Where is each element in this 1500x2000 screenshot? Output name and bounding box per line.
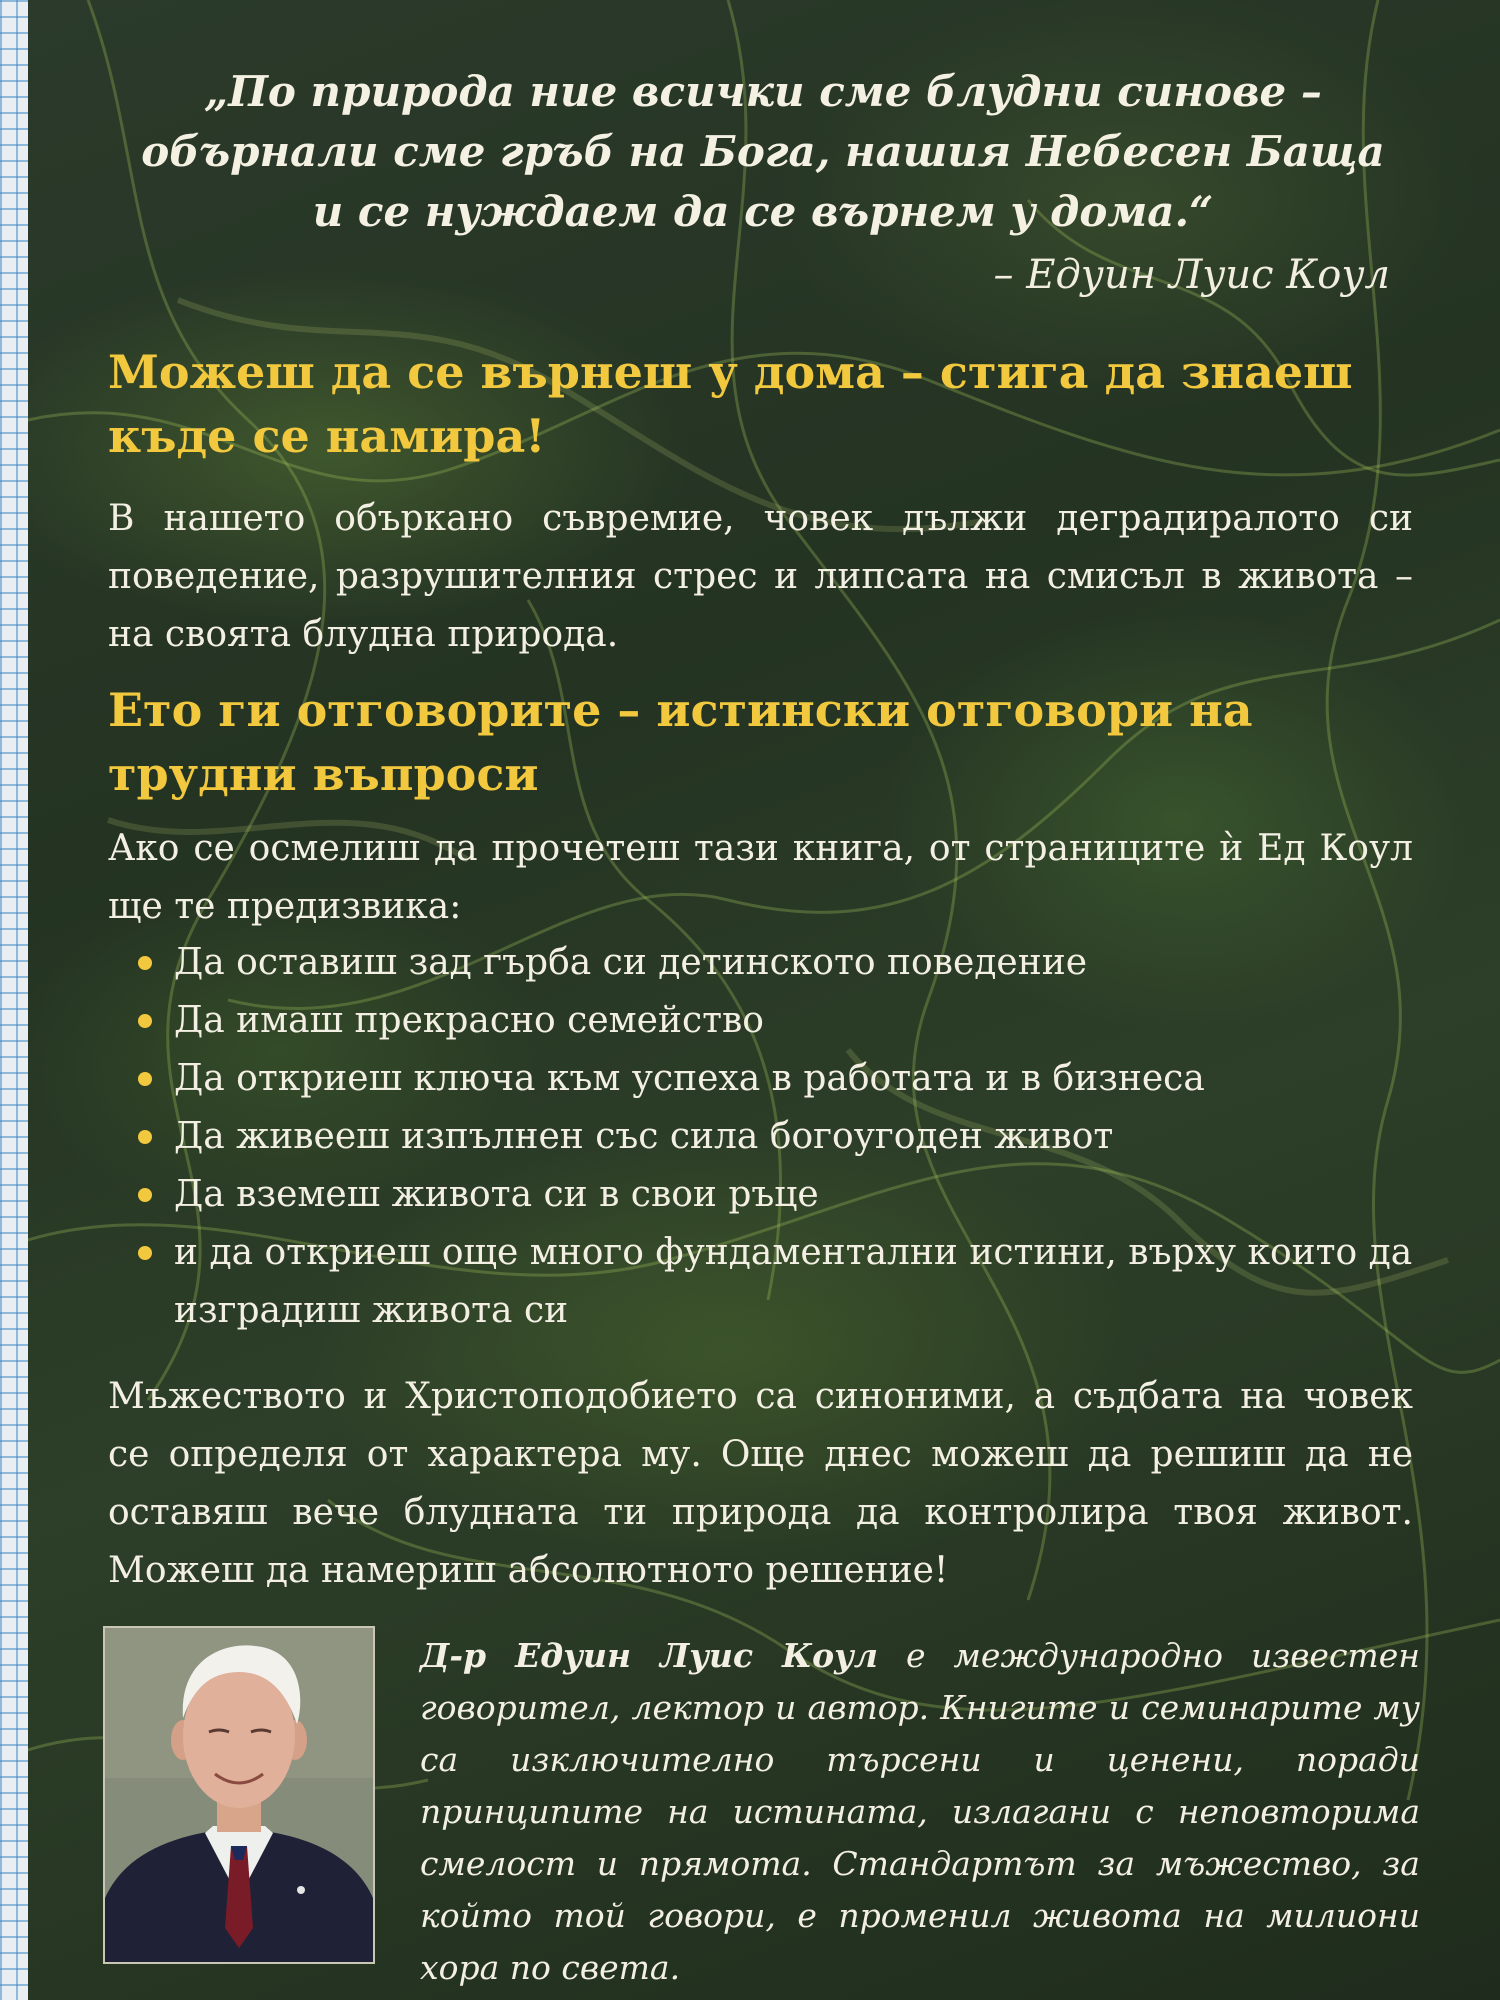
- list-item-text: Да имаш прекрасно семейство: [174, 1000, 764, 1041]
- section-paragraph-challenge: Ако се осмелиш да прочетеш тази книга, от страниците ѝ Ед Коул ще те предизвика:: [108, 828, 1413, 927]
- bullet-dot-icon: [138, 956, 152, 970]
- author-bio: [420, 1630, 1420, 1994]
- closing-paragraph: Мъжеството и Христоподобието са синоними, а съдбата на човек се определя от характера му. Още днес можеш да решиш да не оставяш вече блудната ти природа да контролира твоя живот. Можеш да намериш абсолютното решение!: [108, 1376, 1413, 1591]
- opening-quote: [138, 62, 1388, 242]
- list-item-text: Да оставиш зад гърба си детинското поведение: [174, 942, 1088, 983]
- bullet-dot-icon: [138, 1072, 152, 1086]
- list-item: [108, 1224, 1428, 1340]
- quote-line: обърнали сме гръб на Бога, нашия Небесен Баща: [141, 127, 1385, 176]
- list-item: [108, 1050, 1428, 1108]
- bullet-dot-icon: [138, 1246, 152, 1260]
- author-portrait-image: [105, 1628, 373, 1962]
- list-item-text: и да откриеш още много фундаментални истини, върху които да изградиш живота си: [174, 1232, 1413, 1331]
- bullet-dot-icon: [138, 1188, 152, 1202]
- list-item-text: Да живееш изпълнен със сила богоугоден живот: [174, 1116, 1114, 1157]
- section-heading-answers: Ето ги отговорите – истински отговори на трудни въпроси: [108, 683, 1253, 801]
- quote-line: и се нуждаем да се върнем у дома.“: [312, 187, 1214, 236]
- list-item-text: Да откриеш ключа към успеха в работата и в бизнеса: [174, 1058, 1205, 1099]
- section-paragraph-intro: В нашето объркано съвремие, човек дължи деградиралото си поведение, разрушителния стрес и липсата на смисъл в живота – на своята блудна природа.: [108, 498, 1413, 655]
- section-heading-home: Можеш да се върнеш у дома – стига да знаеш къде се намира!: [108, 345, 1353, 463]
- list-item: [108, 992, 1428, 1050]
- bullet-dot-icon: [138, 1014, 152, 1028]
- author-bio-text: е международно известен говорител, лектор и автор. Книгите и семинарите му са изключително търсени и ценени, поради принципите на истината, излагани с неповторима смелост и прямота. Стандартът за мъжество, за който той говори, е променил живота на милиони хора по света.: [420, 1636, 1420, 1987]
- author-photo: [103, 1626, 375, 1964]
- list-item-text: Да вземеш живота си в свои ръце: [174, 1174, 819, 1215]
- author-name: Д-р Едуин Луис Коул: [420, 1636, 878, 1675]
- quote-author: – Едуин Луис Коул: [993, 252, 1390, 298]
- book-back-cover: [28, 0, 1500, 2000]
- list-item: [108, 1166, 1428, 1224]
- bullet-dot-icon: [138, 1130, 152, 1144]
- challenge-list: [108, 934, 1428, 1340]
- quote-line: „По природа ние всички сме блудни синове –: [204, 67, 1322, 116]
- list-item: [108, 1108, 1428, 1166]
- list-item: [108, 934, 1428, 992]
